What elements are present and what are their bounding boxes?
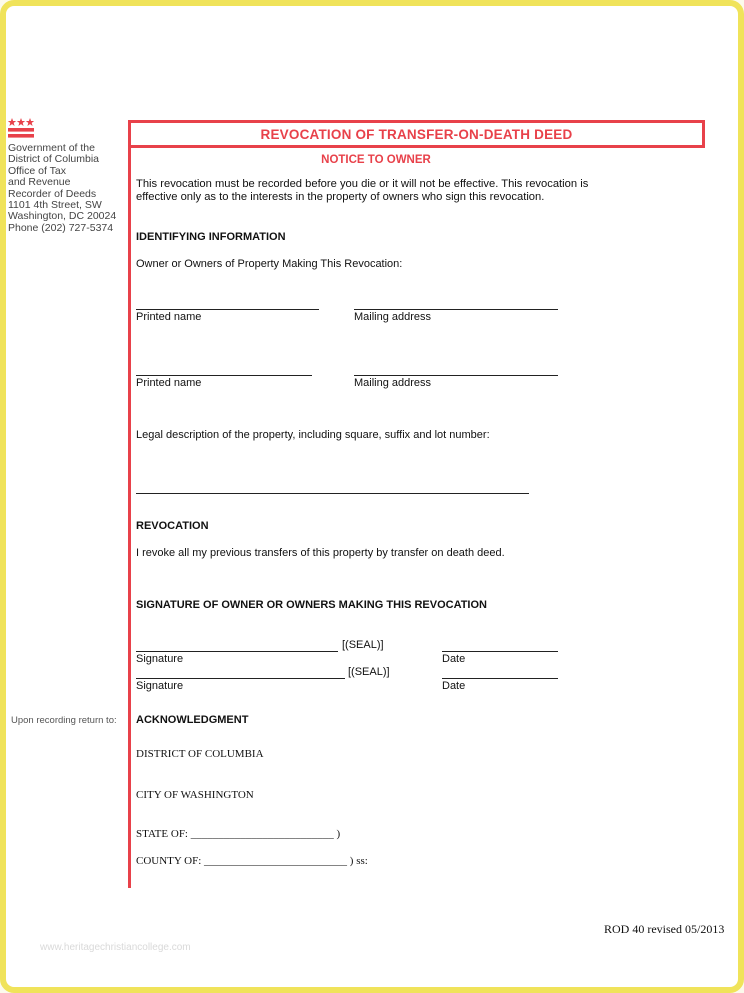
mailing-address-label: Mailing address	[354, 311, 432, 323]
notice-heading: NOTICE TO OWNER	[321, 154, 431, 166]
agency-address-block	[8, 143, 116, 234]
seal-label: [(SEAL)]	[348, 666, 390, 678]
left-margin-rule	[128, 120, 131, 888]
watermark: www.heritagechristiancollege.com	[40, 942, 191, 953]
revocation-text: I revoke all my previous transfers of this property by transfer on death deed.	[136, 547, 505, 559]
mailing-address-label: Mailing address	[354, 377, 432, 389]
mailing-address-line-1[interactable]	[354, 309, 558, 310]
printed-name-line-2[interactable]	[136, 375, 312, 376]
identifying-heading: IDENTIFYING INFORMATION	[136, 231, 286, 243]
city-line: CITY OF WASHINGTON	[136, 789, 254, 801]
district-line: DISTRICT OF COLUMBIA	[136, 748, 264, 760]
printed-name-line-1[interactable]	[136, 309, 319, 310]
state-line: STATE OF: __________________________ )	[136, 828, 341, 840]
agency-line: Washington, DC 20024	[8, 210, 117, 223]
agency-line: Recorder of Deeds	[8, 187, 97, 200]
printed-name-label: Printed name	[136, 377, 202, 389]
seal-label: [(SEAL)]	[342, 639, 384, 651]
title-box	[128, 120, 705, 148]
agency-line: 1101 4th Street, SW	[8, 199, 102, 212]
date-label: Date	[442, 680, 466, 692]
mailing-address-line-2[interactable]	[354, 375, 558, 376]
revocation-heading: REVOCATION	[136, 520, 209, 532]
signature-line-1[interactable]	[136, 651, 338, 652]
signature-label: Signature	[136, 653, 184, 665]
agency-line: Office of Tax	[8, 164, 66, 177]
date-line-2[interactable]	[442, 678, 558, 679]
date-label: Date	[442, 653, 466, 665]
county-line: COUNTY OF: __________________________ ) ss:	[136, 855, 368, 867]
legal-description-line[interactable]	[136, 493, 529, 494]
form-title: REVOCATION OF TRANSFER-ON-DEATH DEED	[260, 126, 573, 142]
date-line-1[interactable]	[442, 651, 558, 652]
signature-line-2[interactable]	[136, 678, 345, 679]
agency-line: and Revenue	[8, 176, 71, 189]
form-revision-footer: ROD 40 revised 05/2013	[604, 922, 725, 936]
return-label: Upon recording return to:	[11, 715, 117, 726]
agency-line: District of Columbia	[8, 153, 100, 166]
agency-line: Phone (202) 727-5374	[8, 221, 114, 234]
notice-paragraph: This revocation must be recorded before you die or it will not be effective. This revocation is effective only as to the interests in the property of owners who sign this revocation.	[136, 178, 589, 204]
printed-name-label: Printed name	[136, 311, 202, 323]
dc-flag-icon	[8, 118, 34, 138]
legal-description-prompt: Legal description of the property, including square, suffix and lot number:	[136, 429, 490, 441]
signature-label: Signature	[136, 680, 184, 692]
owners-prompt: Owner or Owners of Property Making This Revocation:	[136, 258, 403, 270]
agency-line: Government of the	[8, 142, 95, 154]
ack-heading: ACKNOWLEDGMENT	[136, 714, 249, 726]
signature-heading: SIGNATURE OF OWNER OR OWNERS MAKING THIS REVOCATION	[136, 599, 487, 611]
